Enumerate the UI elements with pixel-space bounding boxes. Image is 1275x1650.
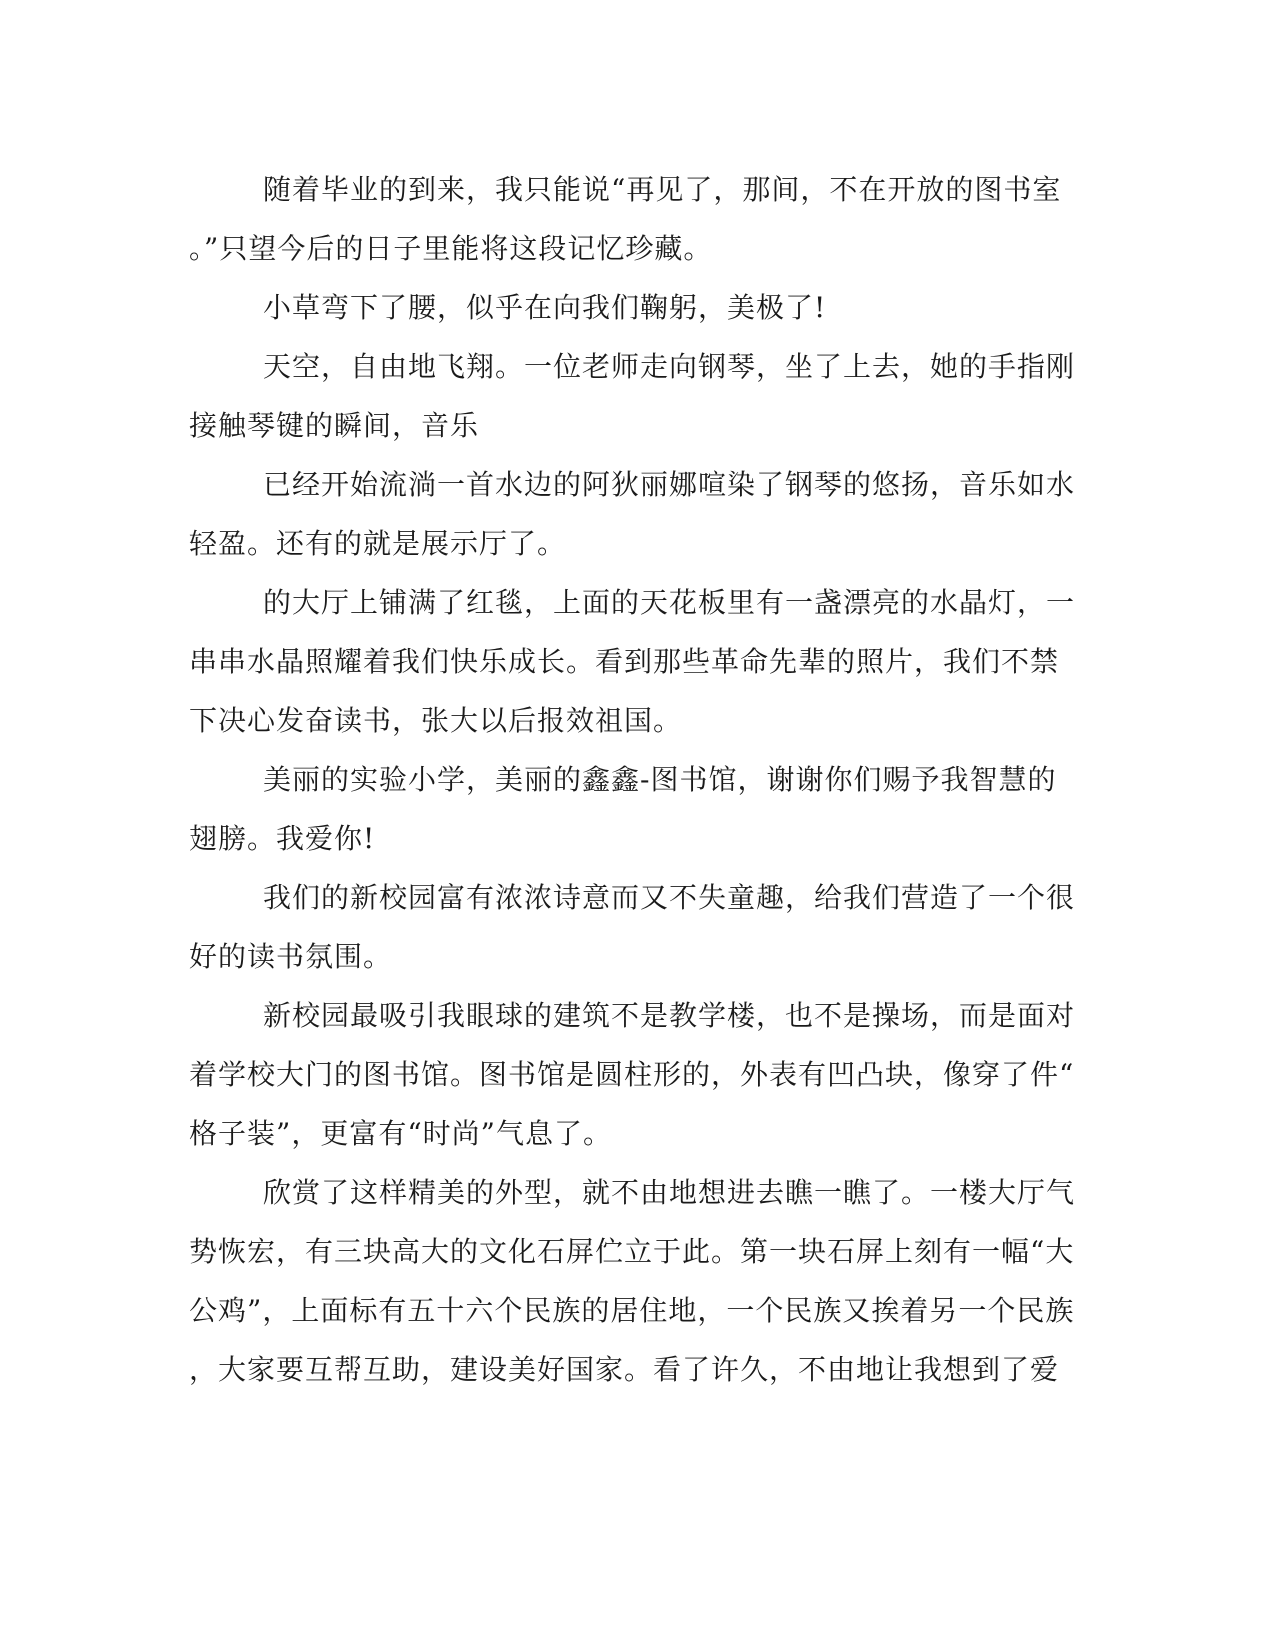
text-line: 串串水晶照耀着我们快乐成长。看到那些革命先辈的照片，我们不禁 <box>189 645 1060 678</box>
text-line: 下决心发奋读书，张大以后报效祖国。 <box>189 704 683 737</box>
text-line: 轻盈。还有的就是展示厅了。 <box>189 527 567 560</box>
text-line: 我们的新校园富有浓浓诗意而又不失童趣，给我们营造了一个很 <box>263 881 1076 914</box>
text-line: 公鸡”，上面标有五十六个民族的居住地，一个民族又挨着另一个民族 <box>189 1294 1075 1327</box>
text-line: 新校园最吸引我眼球的建筑不是教学楼，也不是操场，而是面对 <box>263 999 1076 1032</box>
text-line: 接触琴键的瞬间，音乐 <box>189 409 480 442</box>
text-line: 随着毕业的到来，我只能说“再见了，那间，不在开放的图书室 <box>263 173 1062 206</box>
text-line: 的大厅上铺满了红毯，上面的天花板里有一盏漂亮的水晶灯，一 <box>263 586 1076 619</box>
text-line: 翅膀。我爱你! <box>189 822 376 855</box>
text-line: 好的读书氛围。 <box>189 940 393 973</box>
text-line: 格子装”，更富有“时尚”气息了。 <box>189 1117 612 1150</box>
text-line: 小草弯下了腰，似乎在向我们鞠躬，美极了! <box>263 291 827 324</box>
text-line: 已经开始流淌一首水边的阿狄丽娜喧染了钢琴的悠扬，音乐如水 <box>263 468 1076 501</box>
text-line: 天空，自由地飞翔。一位老师走向钢琴，坐了上去，她的手指刚 <box>263 350 1076 383</box>
text-line: 欣赏了这样精美的外型，就不由地想进去瞧一瞧了。一楼大厅气 <box>263 1176 1076 1209</box>
text-line: 着学校大门的图书馆。图书馆是圆柱形的，外表有凹凸块，像穿了件“ <box>189 1058 1075 1091</box>
text-line: 。”只望今后的日子里能将这段记忆珍藏。 <box>189 232 713 265</box>
body-text <box>189 160 1089 1399</box>
text-line: ，大家要互帮互助，建设美好国家。看了许久，不由地让我想到了爱 <box>189 1353 1060 1386</box>
text-line: 美丽的实验小学，美丽的鑫鑫-图书馆，谢谢你们赐予我智慧的 <box>263 763 1057 796</box>
text-line: 势恢宏，有三块高大的文化石屏伫立于此。第一块石屏上刻有一幅“大 <box>189 1235 1075 1268</box>
